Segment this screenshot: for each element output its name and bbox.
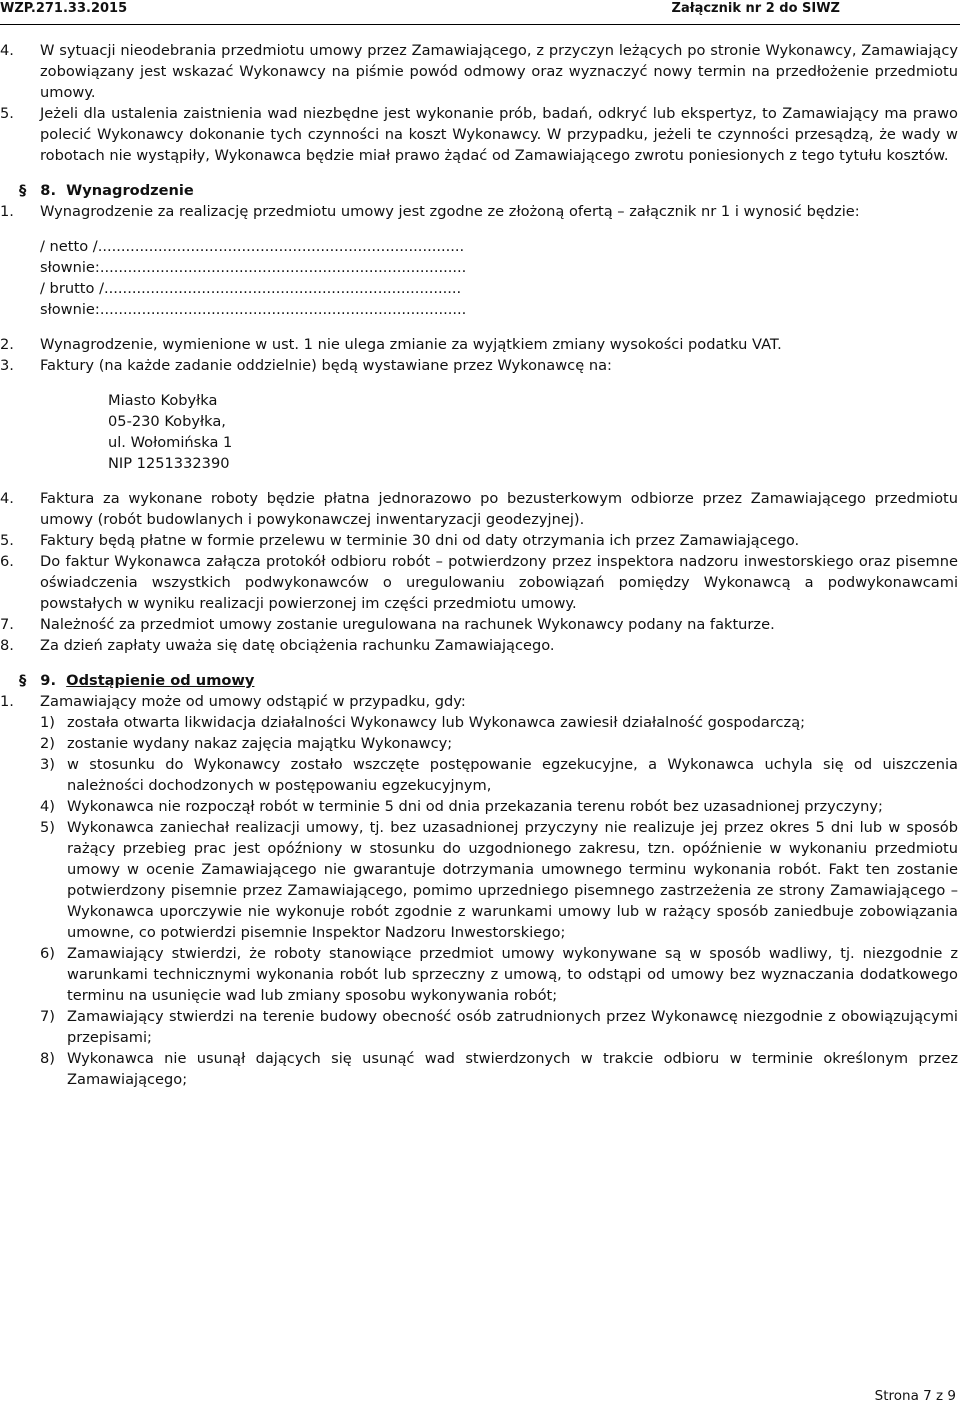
paragraph-text: Wynagrodzenie, wymienione w ust. 1 nie ulega zmianie za wyjątkiem zmiany wysokości podatku VAT. (40, 336, 782, 353)
s8-paragraph-5 (0, 530, 958, 551)
s8-paragraph-1 (0, 201, 958, 222)
s8-paragraph-8 (0, 635, 958, 656)
address-line: ul. Wołomińska 1 (108, 434, 233, 451)
paragraph-text: Należność za przedmiot umowy zostanie uregulowana na rachunek Wykonawcy podany na fakturze. (40, 616, 775, 633)
s9-item-3 (0, 754, 958, 796)
section-title: Odstąpienie od umowy (66, 672, 255, 689)
section-9-heading (0, 670, 958, 691)
item-text: Zamawiający stwierdzi, że roboty stanowiące przedmiot umowy wykonywane są w sposób wadliwy, tj. niezgodnie z warunkami technicznymi wykonania robót lub sprzeczny z umową, to odstąpi od umowy bez wyznaczania dodatkowego terminu na usunięcie wad lub zmiany sposobu wykonywania robót; (67, 945, 958, 1004)
s9-item-8 (0, 1048, 958, 1090)
amount-brutto-words: słownie:............................................................................... (40, 301, 467, 318)
s9-item-7 (0, 1006, 958, 1048)
item-number: 2) (40, 735, 55, 752)
item-text: w stosunku do Wykonawcy zostało wszczęte postępowanie egzekucyjne, a Wykonawca uchyla się od uiszczenia należności dochodzonych w postępowaniu egzekucyjnym, (67, 756, 958, 794)
address-line: NIP 1251332390 (108, 455, 230, 472)
s8-paragraph-3 (0, 355, 958, 376)
paragraph-number: 4. (0, 490, 14, 507)
s9-paragraph-1 (0, 691, 958, 712)
amount-netto-words: słownie:............................................................................... (40, 259, 467, 276)
paragraph-number: 1. (0, 693, 14, 710)
page-header (0, 0, 960, 34)
paragraph-number: 7. (0, 616, 14, 633)
item-text: Wykonawca nie rozpoczął robót w terminie 5 dni od dnia przekazania terenu robót bez uzasadnionej przyczyny; (67, 798, 883, 815)
s8-paragraph-6 (0, 551, 958, 614)
paragraph-7-5 (0, 103, 958, 166)
s9-item-1 (0, 712, 958, 733)
paragraph-text: Wynagrodzenie za realizację przedmiotu umowy jest zgodne ze złożoną ofertą – załącznik nr 1 i wynosić będzie: (40, 203, 860, 220)
invoice-address (0, 390, 958, 474)
paragraph-number: 8. (0, 637, 14, 654)
amount-brutto: / brutto /............................................................................. (40, 280, 462, 297)
address-line: Miasto Kobyłka (108, 392, 218, 409)
paragraph-number: 5. (0, 532, 14, 549)
paragraph-number: 5. (0, 105, 14, 122)
item-number: 6) (40, 945, 55, 962)
section-title: Wynagrodzenie (66, 182, 194, 199)
page-number: Strona 7 z 9 (874, 1388, 956, 1404)
address-line: 05-230 Kobyłka, (108, 413, 226, 430)
s9-item-2 (0, 733, 958, 754)
paragraph-text: Faktury (na każde zadanie oddzielnie) będą wystawiane przez Wykonawcę na: (40, 357, 612, 374)
item-text: Zamawiający stwierdzi na terenie budowy obecność osób zatrudnionych przez Wykonawcę niezgodnie z obowiązującymi przepisami; (67, 1008, 958, 1046)
s8-paragraph-4 (0, 488, 958, 530)
paragraph-number: 2. (0, 336, 14, 353)
item-text: zostanie wydany nakaz zajęcia majątku Wykonawcy; (67, 735, 453, 752)
item-number: 8) (40, 1050, 55, 1067)
item-number: 1) (40, 714, 55, 731)
paragraph-text: W sytuacji nieodebrania przedmiotu umowy przez Zamawiającego, z przyczyn leżących po stronie Wykonawcy, Zamawiający zobowiązany jest wskazać Wykonawcy na piśmie powód odmowy oraz wyznaczyć nowy termin na przedłożenie przedmiotu umowy. (40, 42, 958, 101)
section-number: 9. (40, 672, 56, 689)
item-number: 3) (40, 756, 55, 773)
amount-netto: / netto /............................................................................... (40, 238, 465, 255)
paragraph-text: Do faktur Wykonawca załącza protokół odbioru robót – potwierdzony przez inspektora nadzoru inwestorskiego oraz pisemne oświadczenia wszystkich podwykonawców o uregulowaniu zobowiązań pomiędzy Wykonawcą a podwykonawcami powstałych w wyniku realizacji powierzonej im części przedmiotu umowy. (40, 553, 958, 612)
header-rule (0, 24, 960, 25)
item-number: 5) (40, 819, 55, 836)
s9-item-5 (0, 817, 958, 943)
paragraph-text: Faktura za wykonane roboty będzie płatna jednorazowo po bezusterkowym odbiorze przez Zamawiającego przedmiotu umowy (robót budowlanych i powykonawczej inwentaryzacji geodezyjnej). (40, 490, 958, 528)
section-mark: § (19, 182, 27, 199)
document-body (0, 40, 958, 1090)
item-text: została otwarta likwidacja działalności Wykonawcy lub Wykonawca zawiesił działalność gospodarczą; (67, 714, 806, 731)
item-text: Wykonawca nie usunął dających się usunąć wad stwierdzonych w trakcie odbioru w terminie określonym przez Zamawiającego; (67, 1050, 958, 1088)
item-text: Wykonawca zaniechał realizacji umowy, tj. bez uzasadnionej przyczyny nie realizuje jej przez okres 5 dni lub w sposób rażący przebieg prac jest opóźniony w stosunku do uzgodnionego zakresu, tzn. opóźnienie w wykonaniu przedmiotu umowy w ocenie Zamawiającego nie gwarantuje dotrzymania umownego terminu wykonania robót. Fakt ten zostanie potwierdzony pisemnie przez Zamawiającego, pomimo uprzedniego pisemnego zastrzeżenia ze strony Zamawiającego – Wykonawca uporczywie nie wykonuje robót zgodnie z warunkami umowy lub w rażący sposób zaniedbuje zobowiązania umowne, co potwierdzi pisemnie Inspektor Nadzoru Inwestorskiego; (67, 819, 958, 941)
paragraph-text: Jeżeli dla ustalenia zaistnienia wad niezbędne jest wykonanie prób, badań, odkryć lub ekspertyz, to Zamawiający ma prawo polecić Wykonawcy dokonanie tych czynności na koszt Wykonawcy. W przypadku, jeżeli te czynności przesądzą, że wady w robotach nie wystąpiły, Wykonawca będzie miał prawo żądać od Zamawiającego zwrotu poniesionych z tego tytułu kosztów. (40, 105, 958, 164)
section-mark: § (19, 672, 27, 689)
paragraph-text: Za dzień zapłaty uważa się datę obciążenia rachunku Zamawiającego. (40, 637, 555, 654)
section-8-heading (0, 180, 958, 201)
paragraph-number: 4. (0, 42, 14, 59)
paragraph-text: Zamawiający może od umowy odstąpić w przypadku, gdy: (40, 693, 466, 710)
section-number: 8. (40, 182, 56, 199)
paragraph-number: 1. (0, 203, 14, 220)
paragraph-number: 6. (0, 553, 14, 570)
s8-paragraph-2 (0, 334, 958, 355)
s9-item-4 (0, 796, 958, 817)
paragraph-number: 3. (0, 357, 14, 374)
attachment-label: Załącznik nr 2 do SIWZ (671, 1, 840, 16)
item-number: 7) (40, 1008, 55, 1025)
document-reference: WZP.271.33.2015 (0, 1, 128, 16)
item-number: 4) (40, 798, 55, 815)
paragraph-7-4 (0, 40, 958, 103)
s8-paragraph-7 (0, 614, 958, 635)
paragraph-text: Faktury będą płatne w formie przelewu w terminie 30 dni od daty otrzymania ich przez Zamawiającego. (40, 532, 800, 549)
s9-item-6 (0, 943, 958, 1006)
